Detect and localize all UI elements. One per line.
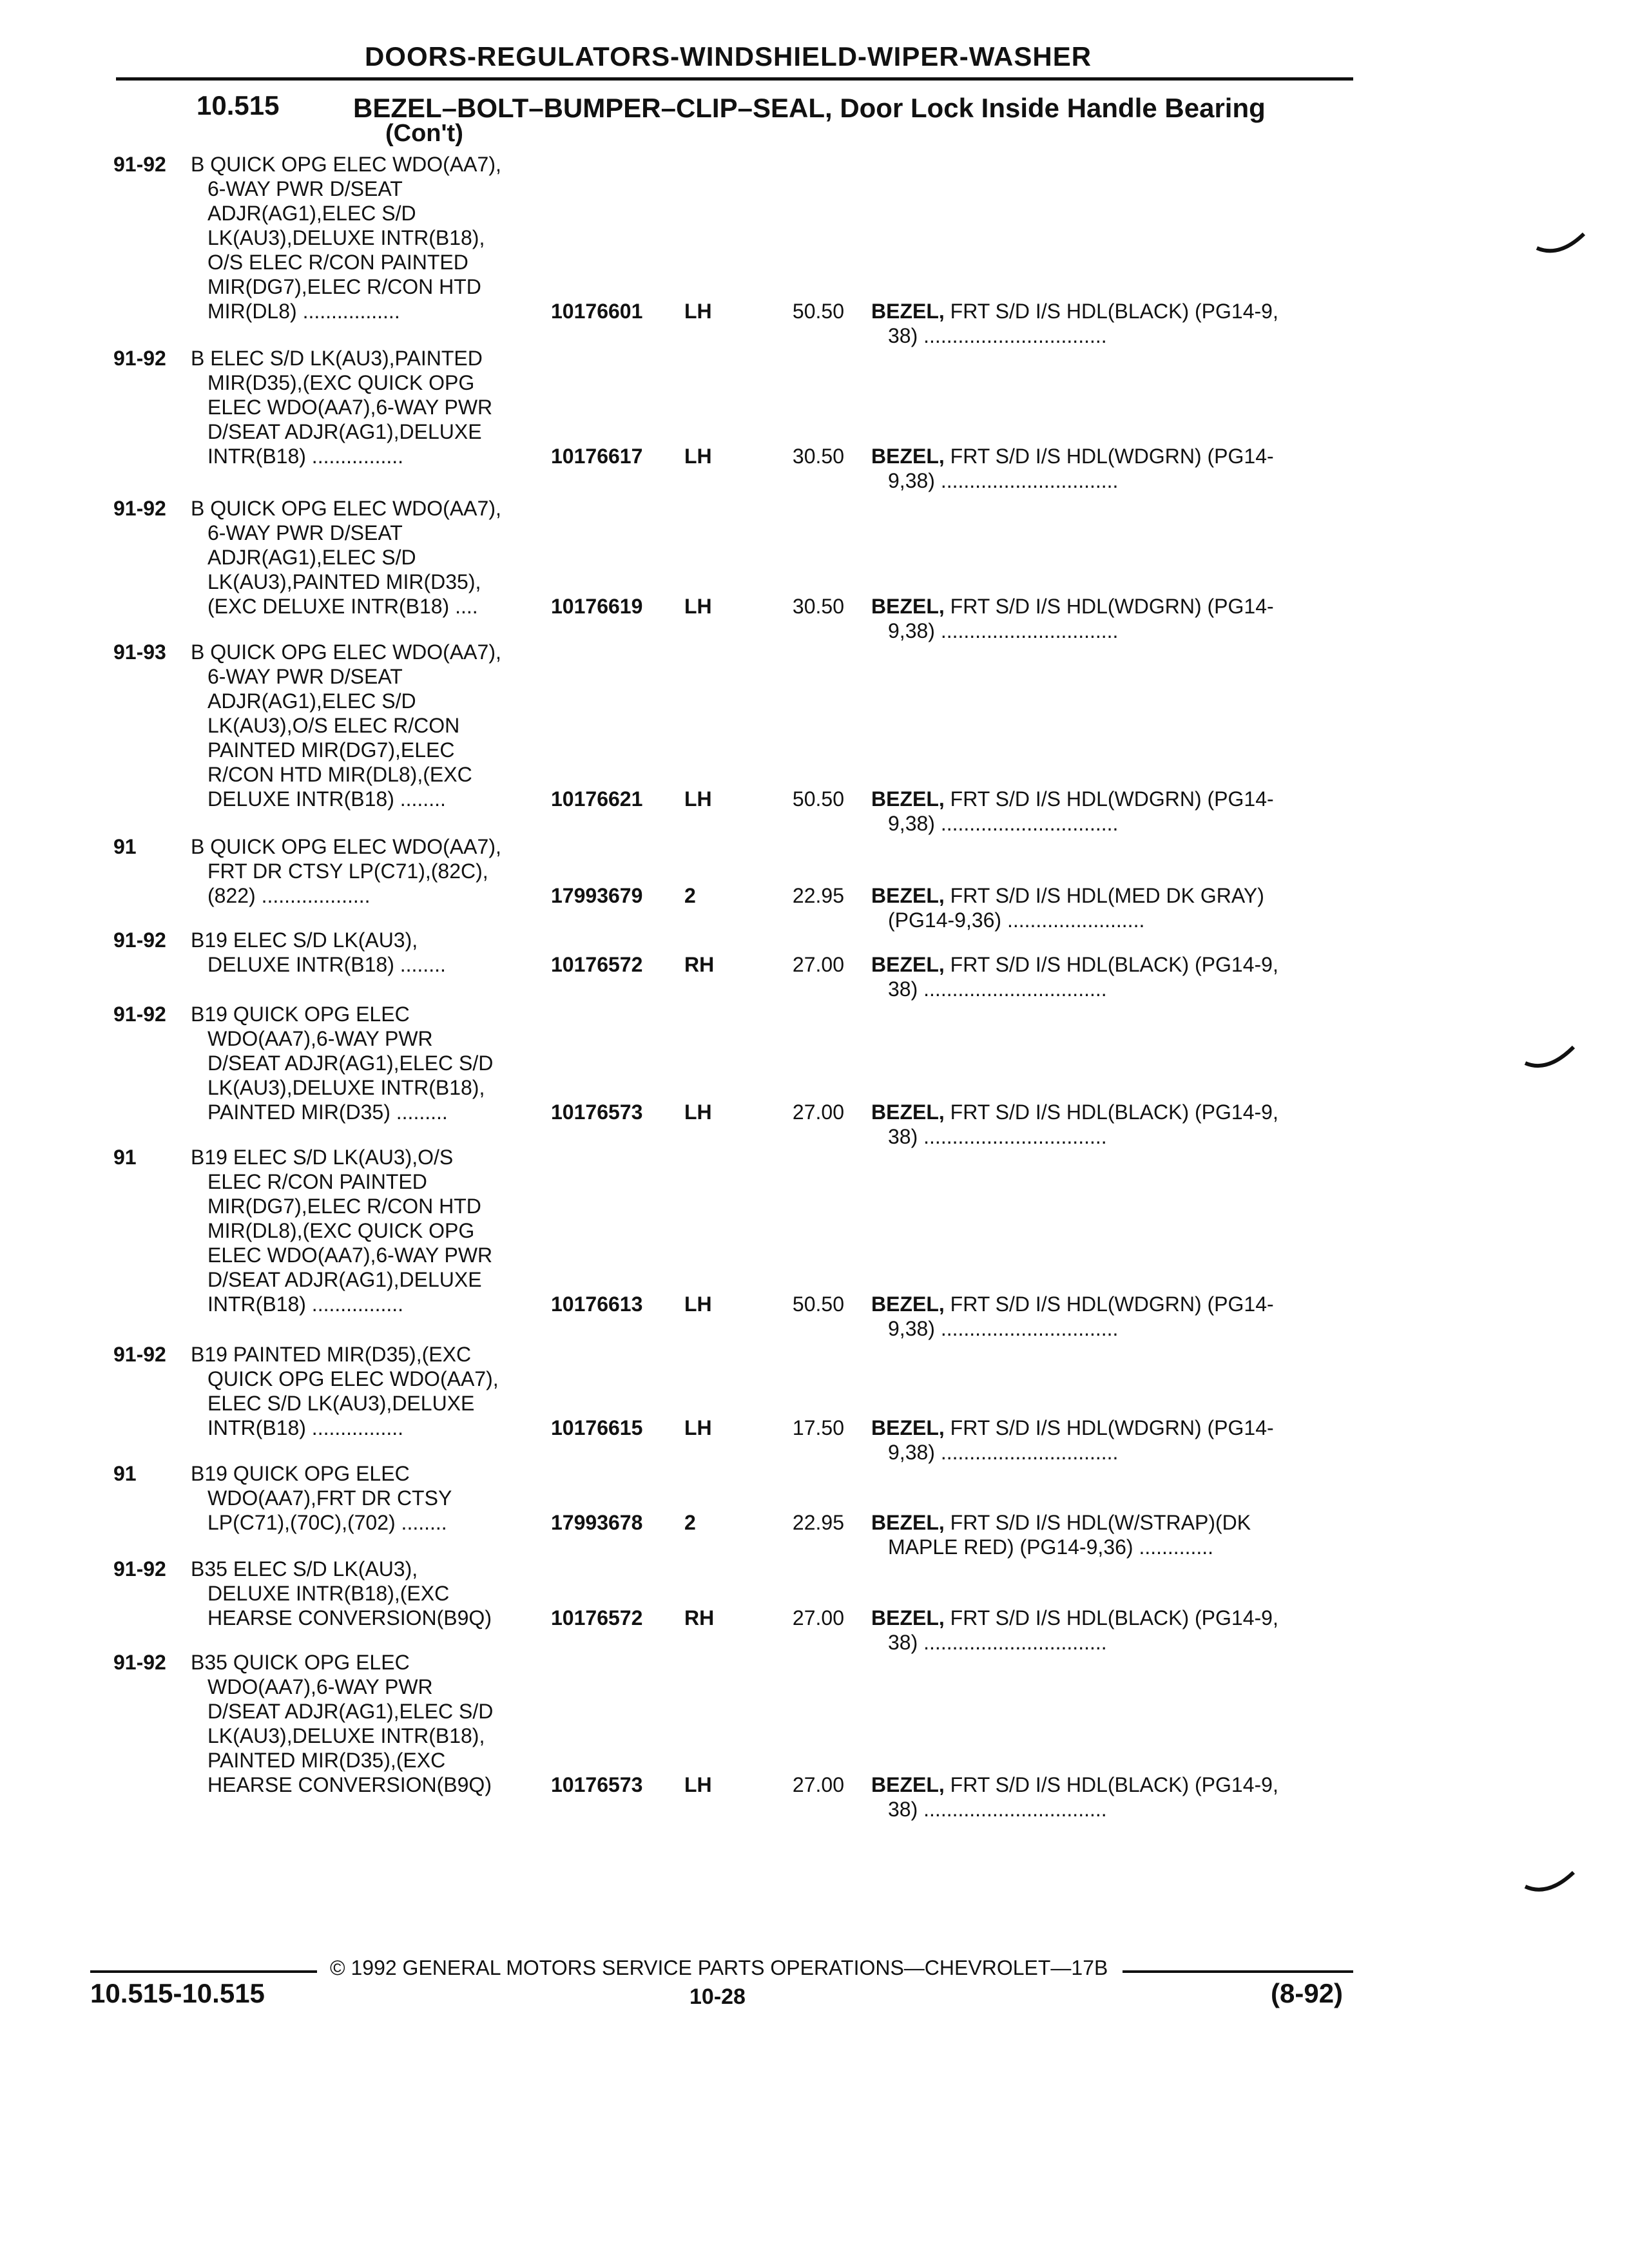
description-line: INTR(B18) ................ — [207, 445, 404, 468]
part-name-keyword: BEZEL, — [871, 1511, 945, 1534]
model-year: 91-92 — [113, 347, 166, 370]
description-line: MIR(D35),(EXC QUICK OPG — [207, 371, 475, 394]
description-line: B19 ELEC S/D LK(AU3),O/S — [191, 1146, 454, 1169]
description-line: ELEC WDO(AA7),6-WAY PWR — [207, 396, 493, 419]
model-year: 91-92 — [113, 1343, 166, 1366]
part-name-line — [871, 1606, 1348, 1630]
price: 17.50 — [792, 1416, 844, 1439]
part-name-text: FRT S/D I/S HDL(BLACK) (PG14-9, — [950, 1100, 1278, 1124]
part-name-line — [871, 1773, 1348, 1797]
description-line: B19 QUICK OPG ELEC — [191, 1462, 410, 1485]
model-year: 91-92 — [113, 497, 166, 520]
part-number: 10176572 — [551, 1606, 643, 1629]
footer-page-number: 10-28 — [689, 1984, 746, 2009]
description-line: LK(AU3),O/S ELEC R/CON — [207, 714, 460, 737]
part-name — [871, 1292, 1348, 1341]
part-number: 10176573 — [551, 1100, 643, 1124]
description-line: PAINTED MIR(D35) ......... — [207, 1100, 448, 1124]
description-line: B35 ELEC S/D LK(AU3), — [191, 1557, 418, 1581]
application-description — [191, 1145, 552, 1316]
description-line: HEARSE CONVERSION(B9Q) — [207, 1773, 492, 1796]
description-line: PAINTED MIR(D35),(EXC — [207, 1749, 446, 1772]
price: 50.50 — [792, 1293, 844, 1316]
description-line: (822) ................... — [207, 884, 371, 907]
description-line: B QUICK OPG ELEC WDO(AA7), — [191, 497, 501, 520]
description-line: 6-WAY PWR D/SEAT — [207, 177, 403, 200]
description-line: B QUICK OPG ELEC WDO(AA7), — [191, 640, 501, 664]
model-year: 91-92 — [113, 153, 166, 176]
check-mark-icon — [1522, 1044, 1580, 1079]
application-description — [191, 1342, 552, 1440]
footer-date: (8-92) — [1271, 1978, 1344, 2008]
model-year: 91 — [113, 835, 137, 858]
part-name — [871, 1100, 1348, 1149]
description-line: (EXC DELUXE INTR(B18) .... — [207, 595, 478, 618]
part-name-line: MAPLE RED) (PG14-9,36) ............. — [888, 1535, 1214, 1559]
description-line: B35 QUICK OPG ELEC — [191, 1651, 410, 1674]
description-line: ELEC R/CON PAINTED — [207, 1170, 427, 1193]
part-number: 10176601 — [551, 300, 643, 323]
part-name-keyword: BEZEL, — [871, 1773, 945, 1796]
part-name-keyword: BEZEL, — [871, 300, 945, 323]
part-name-keyword: BEZEL, — [871, 884, 945, 907]
quantity: LH — [684, 1416, 712, 1439]
quantity: LH — [684, 787, 712, 811]
description-line: MIR(DG7),ELEC R/CON HTD — [207, 275, 481, 298]
part-name-keyword: BEZEL, — [871, 1606, 945, 1629]
part-name-line — [871, 883, 1348, 908]
price: 30.50 — [792, 595, 844, 618]
part-name-text: FRT S/D I/S HDL(WDGRN) (PG14- — [950, 1416, 1274, 1439]
description-line: ADJR(AG1),ELEC S/D — [207, 202, 416, 225]
model-year: 91-92 — [113, 928, 166, 952]
part-number: 10176573 — [551, 1773, 643, 1796]
description-line: B QUICK OPG ELEC WDO(AA7), — [191, 153, 501, 176]
description-line: D/SEAT ADJR(AG1),DELUXE — [207, 1268, 482, 1291]
part-name-line — [871, 594, 1348, 619]
price: 22.95 — [792, 884, 844, 907]
part-name-keyword: BEZEL, — [871, 445, 945, 468]
application-description — [191, 1557, 552, 1630]
section-continued: (Con't) — [385, 120, 463, 147]
quantity: RH — [684, 953, 715, 976]
part-name-line: 9,38) ............................... — [888, 1441, 1119, 1464]
description-line: PAINTED MIR(DG7),ELEC — [207, 738, 455, 762]
part-name — [871, 787, 1348, 836]
application-description — [191, 152, 552, 323]
part-name-text: FRT S/D I/S HDL(W/STRAP)(DK — [950, 1511, 1251, 1534]
part-name-line: 9,38) ............................... — [888, 1317, 1119, 1340]
description-line: DELUXE INTR(B18) ........ — [207, 953, 446, 976]
footer-rule-left — [90, 1970, 317, 1973]
part-name — [871, 1606, 1348, 1655]
description-line: B19 PAINTED MIR(D35),(EXC — [191, 1343, 472, 1366]
description-line: D/SEAT ADJR(AG1),DELUXE — [207, 420, 482, 443]
application-description — [191, 346, 552, 468]
part-number: 17993678 — [551, 1511, 643, 1534]
part-name-line — [871, 444, 1348, 468]
quantity: LH — [684, 595, 712, 618]
description-line: MIR(DG7),ELEC R/CON HTD — [207, 1195, 481, 1218]
part-name-line: 38) ................................ — [888, 1631, 1107, 1654]
part-number: 10176619 — [551, 595, 643, 618]
price: 27.00 — [792, 1606, 844, 1629]
description-line: B QUICK OPG ELEC WDO(AA7), — [191, 835, 501, 858]
part-name-text: FRT S/D I/S HDL(BLACK) (PG14-9, — [950, 1773, 1278, 1796]
model-year: 91-92 — [113, 1557, 166, 1581]
part-name — [871, 1510, 1348, 1559]
part-name-keyword: BEZEL, — [871, 1416, 945, 1439]
description-line: ADJR(AG1),ELEC S/D — [207, 689, 416, 713]
quantity: LH — [684, 445, 712, 468]
description-line: LP(C71),(70C),(702) ........ — [207, 1511, 447, 1534]
model-year: 91-92 — [113, 1003, 166, 1026]
part-name-text: FRT S/D I/S HDL(WDGRN) (PG14- — [950, 787, 1274, 811]
description-line: B ELEC S/D LK(AU3),PAINTED — [191, 347, 483, 370]
price: 27.00 — [792, 953, 844, 976]
description-line: D/SEAT ADJR(AG1),ELEC S/D — [207, 1700, 494, 1723]
description-line: LK(AU3),DELUXE INTR(B18), — [207, 1076, 485, 1099]
part-name-line: 9,38) ............................... — [888, 469, 1119, 492]
description-line: 6-WAY PWR D/SEAT — [207, 665, 403, 688]
description-line: B19 ELEC S/D LK(AU3), — [191, 928, 418, 952]
part-name-line: 38) ................................ — [888, 977, 1107, 1001]
description-line: ELEC WDO(AA7),6-WAY PWR — [207, 1244, 493, 1267]
part-name-line: 38) ................................ — [888, 1798, 1107, 1821]
page-title: DOORS-REGULATORS-WINDSHIELD-WIPER-WASHER — [364, 41, 1092, 72]
part-name — [871, 299, 1348, 348]
description-line: O/S ELEC R/CON PAINTED — [207, 251, 468, 274]
part-name — [871, 444, 1348, 493]
quantity: 2 — [684, 1511, 696, 1534]
part-name-text: FRT S/D I/S HDL(WDGRN) (PG14- — [950, 445, 1274, 468]
part-name-text: FRT S/D I/S HDL(MED DK GRAY) — [950, 884, 1264, 907]
description-line: LK(AU3),DELUXE INTR(B18), — [207, 1724, 485, 1747]
header-rule — [116, 77, 1353, 81]
description-line: WDO(AA7),6-WAY PWR — [207, 1027, 433, 1050]
part-name-keyword: BEZEL, — [871, 595, 945, 618]
description-line: MIR(DL8) ................. — [207, 300, 400, 323]
model-year: 91 — [113, 1146, 137, 1169]
description-line: FRT DR CTSY LP(C71),(82C), — [207, 860, 488, 883]
description-line: D/SEAT ADJR(AG1),ELEC S/D — [207, 1052, 494, 1075]
quantity: LH — [684, 300, 712, 323]
part-name-keyword: BEZEL, — [871, 1293, 945, 1316]
quantity: LH — [684, 1773, 712, 1796]
part-name — [871, 883, 1348, 932]
part-name-text: FRT S/D I/S HDL(BLACK) (PG14-9, — [950, 953, 1278, 976]
part-name-line: 9,38) ............................... — [888, 812, 1119, 835]
part-number: 10176617 — [551, 445, 643, 468]
part-name-line — [871, 1510, 1348, 1535]
part-name-line — [871, 1292, 1348, 1316]
part-name-line — [871, 952, 1348, 977]
part-name-keyword: BEZEL, — [871, 787, 945, 811]
footer-section-range: 10.515-10.515 — [90, 1978, 265, 2008]
application-description — [191, 1650, 552, 1797]
quantity: RH — [684, 1606, 715, 1629]
description-line: WDO(AA7),6-WAY PWR — [207, 1675, 433, 1698]
application-description — [191, 928, 552, 977]
part-name — [871, 1773, 1348, 1821]
part-name-line: 9,38) ............................... — [888, 619, 1119, 642]
part-name-line: (PG14-9,36) ........................ — [888, 908, 1145, 932]
part-name — [871, 1416, 1348, 1465]
part-name-text: FRT S/D I/S HDL(BLACK) (PG14-9, — [950, 1606, 1278, 1629]
model-year: 91 — [113, 1462, 137, 1485]
description-line: ELEC S/D LK(AU3),DELUXE — [207, 1392, 475, 1415]
description-line: DELUXE INTR(B18) ........ — [207, 787, 446, 811]
part-number: 10176572 — [551, 953, 643, 976]
part-number: 10176613 — [551, 1293, 643, 1316]
part-name — [871, 594, 1348, 643]
description-line: R/CON HTD MIR(DL8),(EXC — [207, 763, 472, 786]
price: 50.50 — [792, 300, 844, 323]
quantity: 2 — [684, 884, 696, 907]
application-description — [191, 834, 552, 908]
footer-rule-right — [1123, 1970, 1353, 1973]
part-name-text: FRT S/D I/S HDL(BLACK) (PG14-9, — [950, 300, 1278, 323]
part-number: 10176621 — [551, 787, 643, 811]
description-line: DELUXE INTR(B18),(EXC — [207, 1582, 450, 1605]
price: 27.00 — [792, 1773, 844, 1796]
part-name-line: 38) ................................ — [888, 1125, 1107, 1148]
price: 50.50 — [792, 787, 844, 811]
description-line: LK(AU3),PAINTED MIR(D35), — [207, 570, 481, 593]
description-line: WDO(AA7),FRT DR CTSY — [207, 1486, 452, 1510]
price: 22.95 — [792, 1511, 844, 1534]
part-name-line: 38) ................................ — [888, 324, 1107, 347]
quantity: LH — [684, 1293, 712, 1316]
description-line: MIR(DL8),(EXC QUICK OPG — [207, 1219, 475, 1242]
part-name-line — [871, 1416, 1348, 1440]
part-name-text: FRT S/D I/S HDL(WDGRN) (PG14- — [950, 1293, 1274, 1316]
description-line: HEARSE CONVERSION(B9Q) — [207, 1606, 492, 1629]
section-title: BEZEL–BOLT–BUMPER–CLIP–SEAL, Door Lock Inside Handle Bearing — [353, 93, 1266, 123]
part-name-line — [871, 787, 1348, 811]
part-name-keyword: BEZEL, — [871, 953, 945, 976]
part-name — [871, 952, 1348, 1001]
check-mark-icon — [1522, 1869, 1580, 1901]
check-mark-icon — [1534, 229, 1592, 261]
part-number: 10176615 — [551, 1416, 643, 1439]
description-line: INTR(B18) ................ — [207, 1416, 404, 1439]
part-name-keyword: BEZEL, — [871, 1100, 945, 1124]
part-number: 17993679 — [551, 884, 643, 907]
part-name-text: FRT S/D I/S HDL(WDGRN) (PG14- — [950, 595, 1274, 618]
description-line: 6-WAY PWR D/SEAT — [207, 521, 403, 544]
application-description — [191, 1002, 552, 1124]
application-description — [191, 496, 552, 619]
description-line: B19 QUICK OPG ELEC — [191, 1003, 410, 1026]
quantity: LH — [684, 1100, 712, 1124]
part-name-line — [871, 1100, 1348, 1124]
application-description — [191, 640, 552, 811]
application-description — [191, 1461, 552, 1535]
section-number: 10.515 — [197, 90, 280, 120]
footer-copyright: © 1992 GENERAL MOTORS SERVICE PARTS OPERATIONS—CHEVROLET—17B — [330, 1956, 1108, 1979]
description-line: ADJR(AG1),ELEC S/D — [207, 546, 416, 569]
description-line: QUICK OPG ELEC WDO(AA7), — [207, 1367, 499, 1390]
model-year: 91-93 — [113, 640, 166, 664]
price: 27.00 — [792, 1100, 844, 1124]
part-name-line — [871, 299, 1348, 323]
price: 30.50 — [792, 445, 844, 468]
description-line: LK(AU3),DELUXE INTR(B18), — [207, 226, 485, 249]
model-year: 91-92 — [113, 1651, 166, 1674]
description-line: INTR(B18) ................ — [207, 1293, 404, 1316]
